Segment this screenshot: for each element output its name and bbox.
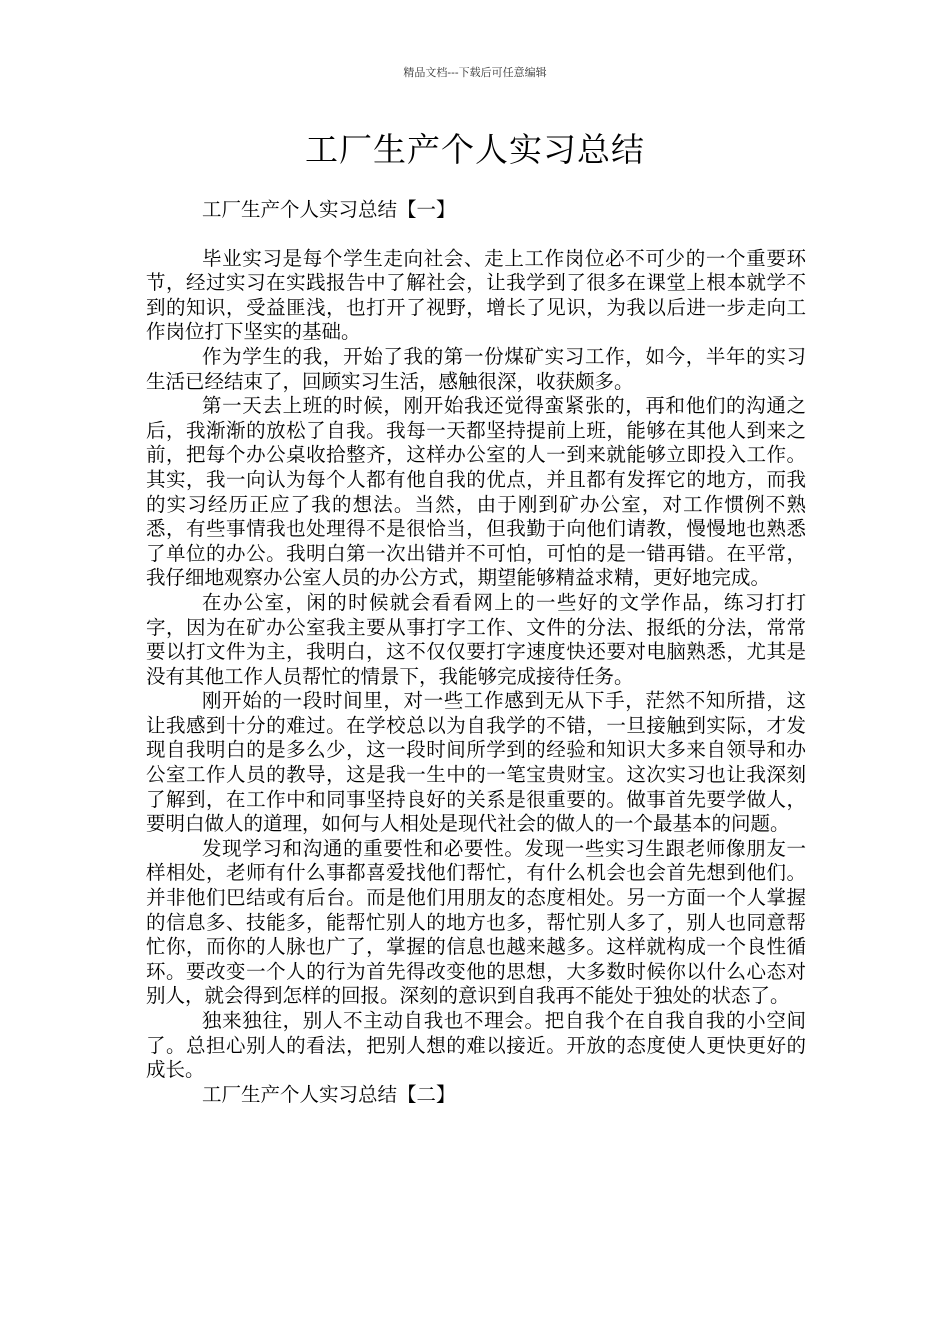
paragraph-3: 第一天去上班的时候，刚开始我还觉得蛮紧张的，再和他们的沟通之后，我渐渐的放松了自我。我每一天都坚持提前上班，能够在其他人到来之前，把每个办公桌收拾整齐，这样办公室的人一到来就能够立即投入工作。其实，我一向认为每个人都有他自我的优点，并且都有发挥它的地方，而我的实习经历正应了我的想法。当然，由于刚到矿办公室，对工作惯例不熟悉，有些事情我也处理得不是很恰当，但我勤于向他们请教，慢慢地也熟悉了单位的办公。我明白第一次出错并不可怕，可怕的是一错再错。在平常，我仔细地观察办公室人员的办公方式，期望能够精益求精，更好地完成。 [146, 394, 806, 590]
paragraph-4: 在办公室，闲的时候就会看看网上的一些好的文学作品，练习打打字，因为在矿办公室我主要从事打字工作、文件的分法、报纸的分法，常常要以打文件为主，我明白，这不仅仅要打字速度快还要对电脑熟悉，尤其是没有其他工作人员帮忙的情景下，我能够完成接待任务。 [146, 590, 806, 688]
paragraph-2: 作为学生的我，开始了我的第一份煤矿实习工作，如今，半年的实习生活已经结束了，回顾实习生活，感触很深，收获颇多。 [146, 344, 806, 393]
document-title: 工厂生产个人实习总结 [305, 130, 645, 169]
section-heading-1: 工厂生产个人实习总结【一】 [202, 198, 456, 221]
paragraph-7: 独来独往，别人不主动自我也不理会。把自我个在自我自我的小空间了。总担心别人的看法，把别人想的难以接近。开放的态度使人更快更好的成长。 [146, 1009, 806, 1082]
document-body [146, 198, 806, 1107]
paragraph-1: 毕业实习是每个学生走向社会、走上工作岗位必不可少的一个重要环节，经过实习在实践报告中了解社会，让我学到了很多在课堂上根本就学不到的知识，受益匪浅，也打开了视野，增长了见识，为我以后进一步走向工作岗位打下坚实的基础。 [146, 246, 806, 344]
paragraph-5: 刚开始的一段时间里，对一些工作感到无从下手，茫然不知所措，这让我感到十分的难过。在学校总以为自我学的不错，一旦接触到实际，才发现自我明白的是多么少，这一段时间所学到的经验和知识大多来自领导和办公室工作人员的教导，这是我一生中的一笔宝贵财宝。这次实习也让我深刻了解到，在工作中和同事坚持良好的关系是很重要的。做事首先要学做人，要明白做人的道理，如何与人相处是现代社会的做人的一个最基本的问题。 [146, 689, 806, 836]
header-note: 精品文档---下载后可任意编辑 [403, 66, 547, 79]
paragraph-6: 发现学习和沟通的重要性和必要性。发现一些实习生跟老师像朋友一样相处，老师有什么事都喜爱找他们帮忙，有什么机会也会首先想到他们。并非他们巴结或有后台。而是他们用朋友的态度相处。另一方面一个人掌握的信息多、技能多，能帮忙别人的地方也多，帮忙别人多了，别人也同意帮忙你，而你的人脉也广了，掌握的信息也越来越多。这样就构成一个良性循环。要改变一个人的行为首先得改变他的思想，大多数时候你以什么心态对别人，就会得到怎样的回报。深刻的意识到自我再不能处于独处的状态了。 [146, 836, 806, 1008]
section-heading-2: 工厂生产个人实习总结【二】 [202, 1082, 456, 1106]
